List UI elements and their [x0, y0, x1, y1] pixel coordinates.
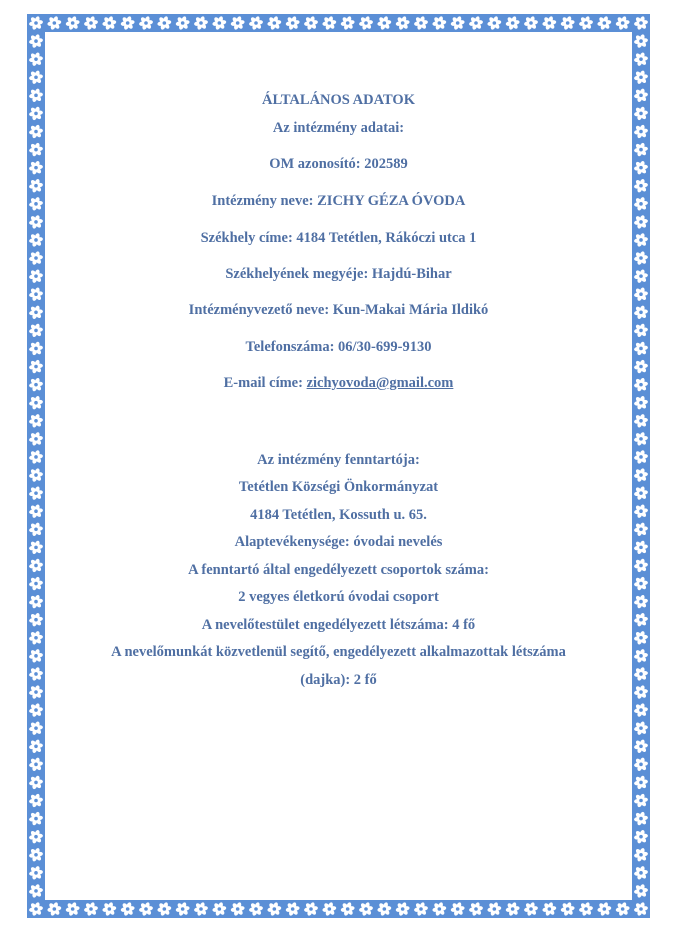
- institution-phone: Telefonszáma: 06/30-699-9130: [245, 339, 432, 355]
- assistants-line-2: (dajka): 2 fő: [300, 672, 377, 688]
- maintainer-intro: Az intézmény fenntartója:: [257, 452, 420, 468]
- email-label: E-mail címe:: [223, 375, 307, 391]
- institution-email-line: [45, 375, 632, 392]
- institution-intro: Az intézmény adatai:: [272, 120, 405, 136]
- maintainer-address: 4184 Tetétlen, Kossuth u. 65.: [250, 507, 427, 523]
- om-id: OM azonosító: 202589: [269, 156, 408, 172]
- page-title: ÁLTALÁNOS ADATOK: [262, 92, 415, 108]
- institution-director: Intézményvezető neve: Kun-Makai Mária Ildikó: [188, 302, 489, 318]
- maintainer-activity: Alaptevékenysége: óvodai nevelés: [234, 534, 443, 550]
- groups-value: 2 vegyes életkorú óvodai csoport: [238, 589, 439, 605]
- maintainer-name: Tetétlen Községi Önkormányzat: [238, 479, 439, 495]
- institution-name: Intézmény neve: ZICHY GÉZA ÓVODA: [211, 193, 466, 209]
- email-link[interactable]: zichyovoda@gmail.com: [306, 375, 454, 391]
- assistants-line-1: A nevelőmunkát közvetlenül segítő, engedélyezett alkalmazottak létszáma: [111, 644, 566, 660]
- groups-label: A fenntartó által engedélyezett csoportok száma:: [188, 562, 489, 578]
- institution-address: Székhely címe: 4184 Tetétlen, Rákóczi utca 1: [200, 230, 477, 246]
- staff-count: A nevelőtestület engedélyezett létszáma: 4 fő: [201, 617, 476, 633]
- institution-county: Székhelyének megyéje: Hajdú-Bihar: [225, 266, 452, 282]
- document-body: [45, 32, 632, 900]
